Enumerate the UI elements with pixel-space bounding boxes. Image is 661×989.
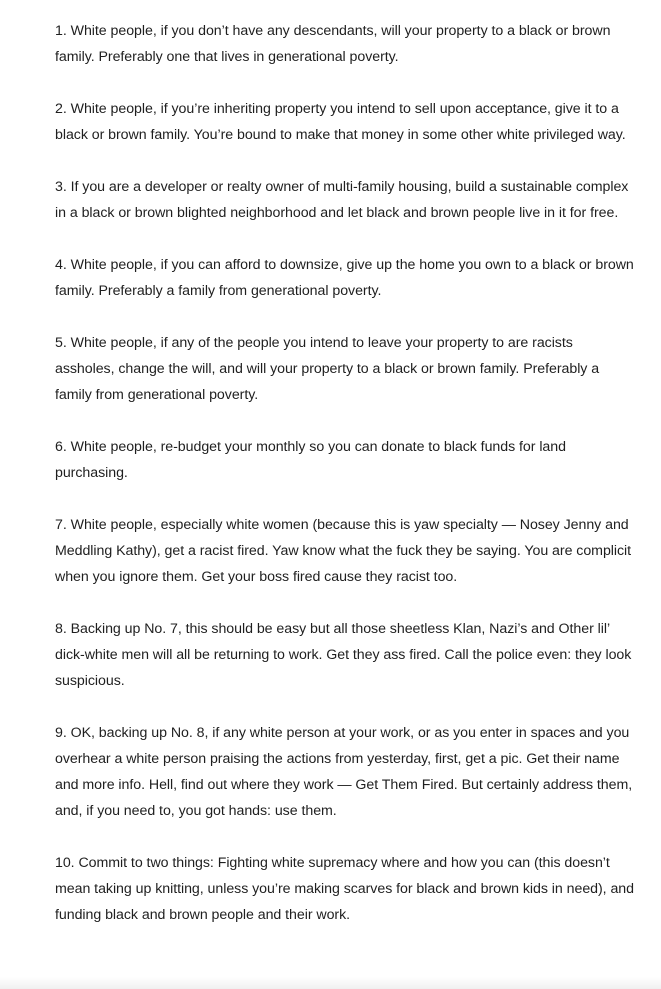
bottom-edge — [0, 977, 661, 989]
list-item: 9. OK, backing up No. 8, if any white person at your work, or as you enter in spaces and you overhear a white person praising the actions from yesterday, first, get a pic. Get their name and more info. Hell, find out where they work — Get Them Fired. But certainly address them, and, if you need to, you got hands: use them. — [55, 725, 633, 819]
list-item: 2. White people, if you’re inheriting property you intend to sell upon acceptance, give it to a black or brown family. You’re bound to make that money in some other white privileged way. — [55, 101, 626, 143]
list-item: 5. White people, if any of the people you intend to leave your property to are racists assholes, change the will, and will your property to a black or brown family. Preferably a family from generational poverty. — [55, 335, 600, 403]
numbered-list — [55, 18, 635, 954]
list-item: 10. Commit to two things: Fighting white supremacy where and how you can (this doesn’t mean taking up knitting, unless you’re making scarves for black and brown kids in need), and funding black and brown people and their work. — [55, 855, 634, 923]
list-item: 6. White people, re-budget your monthly so you can donate to black funds for land purchasing. — [55, 439, 566, 481]
list-item: 3. If you are a developer or realty owner of multi-family housing, build a sustainable complex in a black or brown blighted neighborhood and let black and brown people live in it for free. — [55, 179, 629, 221]
list-item: 8. Backing up No. 7, this should be easy but all those sheetless Klan, Nazi’s and Other lil’ dick-white men will all be returning to work. Get they ass fired. Call the police even: they look suspicious. — [55, 621, 632, 689]
list-item: 7. White people, especially white women (because this is yaw specialty — Nosey Jenny and Meddling Kathy), get a racist fired. Yaw know what the fuck they be saying. You are complicit when you ignore them. Get your boss fired cause they racist too. — [55, 517, 632, 585]
list-item: 1. White people, if you don’t have any descendants, will your property to a black or brown family. Preferably one that lives in generational poverty. — [55, 23, 611, 65]
list-item: 4. White people, if you can afford to downsize, give up the home you own to a black or brown family. Preferably a family from generational poverty. — [55, 257, 634, 299]
